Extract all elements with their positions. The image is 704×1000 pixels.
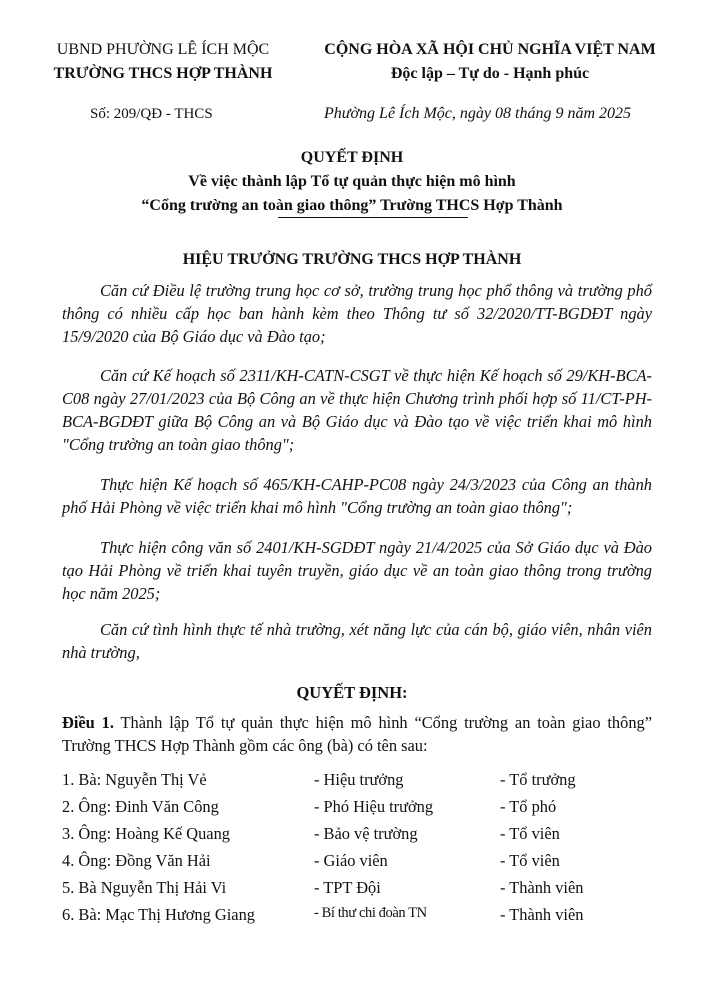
issuing-organization: [28, 38, 298, 86]
member-name: 3. Ông: Hoàng Kế Quang: [62, 824, 230, 843]
member-name: 6. Bà: Mạc Thị Hương Giang: [62, 905, 255, 924]
title-underline: [278, 217, 468, 218]
member-name: 2. Ông: Đinh Văn Công: [62, 797, 219, 816]
nation-line-2: Độc lập – Tự do - Hạnh phúc: [390, 65, 590, 82]
preamble-paragraph: Thực hiện công văn số 2401/KH-SGDĐT ngày 21/4/2025 của Sở Giáo dục và Đào tạo Hải Phòng về triển khai tuyên truyền, giáo dục về an toàn giao thông trong trường học năm 2025;: [62, 538, 652, 603]
member-position: - Bảo vệ trường: [314, 824, 418, 843]
title-sub-1: Về việc thành lập Tổ tự quản thực hiện mô hình: [188, 173, 516, 190]
member-position: - Hiệu trưởng: [314, 770, 404, 789]
member-role: - Tổ viên: [500, 824, 560, 843]
national-motto: [290, 38, 690, 86]
member-row: [62, 878, 652, 905]
member-row: [62, 905, 652, 932]
member-name: 1. Bà: Nguyễn Thị Vẻ: [62, 770, 207, 789]
preamble-paragraph: Căn cứ Kế hoạch số 2311/KH-CATN-CSGT về thực hiện Kế hoạch số 29/KH-BCA-C08 ngày 27/01/2023 của Bộ Công an về thực hiện Chương trình phối hợp số 11/CT-PH-BCA-BGDĐT giữa Bộ Công an và Bộ Giáo dục và Đào tạo về việc triển khai mô hình "Cổng trường an toàn giao thông";: [62, 366, 652, 454]
preamble-paragraph: Thực hiện Kế hoạch số 465/KH-CAHP-PC08 ngày 24/3/2023 của Công an thành phố Hải Phòng về việc triển khai mô hình "Cổng trường an toàn giao thông";: [62, 475, 652, 517]
member-row: [62, 770, 652, 797]
decision-title: [0, 146, 704, 218]
member-role: - Thành viên: [500, 878, 584, 897]
article-1: [62, 711, 652, 757]
preamble-paragraph: Căn cứ Điều lệ trường trung học cơ sở, trường trung học phổ thông và trường phổ thông có nhiều cấp học ban hành kèm theo Thông tư số 32/2020/TT-BGDĐT ngày 15/9/2020 của Bộ Giáo dục và Đào tạo;: [62, 281, 652, 346]
org-line-2: TRƯỜNG THCS HỢP THÀNH: [53, 65, 273, 82]
member-row: [62, 797, 652, 824]
member-role: - Tổ viên: [500, 851, 560, 870]
member-position: - Phó Hiệu trưởng: [314, 797, 434, 816]
member-position: - Bí thư chi đoàn TN: [314, 905, 427, 921]
decision-heading: QUYẾT ĐỊNH:: [296, 683, 408, 702]
article-1-label: Điều 1.: [62, 713, 114, 732]
title-sub-2: “Cổng trường an toàn giao thông” Trường THCS Hợp Thành: [141, 197, 563, 214]
title-main: QUYẾT ĐỊNH: [300, 149, 404, 166]
member-role: - Tổ trưởng: [500, 770, 576, 789]
member-row: [62, 824, 652, 851]
member-role: - Tổ phó: [500, 797, 557, 816]
authority-heading: HIỆU TRƯỞNG TRƯỜNG THCS HỢP THÀNH: [182, 251, 522, 268]
place-date: Phường Lê Ích Mộc, ngày 08 tháng 9 năm 2025: [324, 105, 631, 122]
preamble-paragraph: Căn cứ tình hình thực tế nhà trường, xét năng lực của cán bộ, giáo viên, nhân viên nhà trường,: [62, 620, 652, 662]
member-list: [62, 770, 652, 932]
org-line-1: UBND PHƯỜNG LÊ ÍCH MỘC: [56, 41, 270, 58]
member-name: 4. Ông: Đồng Văn Hải: [62, 851, 211, 870]
member-name: 5. Bà Nguyễn Thị Hải Vi: [62, 878, 227, 897]
member-row: [62, 851, 652, 878]
member-role: - Thành viên: [500, 905, 584, 924]
document-number: Số: 209/QĐ - THCS: [90, 106, 213, 122]
member-position: - Giáo viên: [314, 851, 388, 870]
member-position: - TPT Đội: [314, 878, 381, 897]
article-1-text: Thành lập Tổ tự quản thực hiện mô hình “Cổng trường an toàn giao thông” Trường THCS Hợp Thành gồm các ông (bà) có tên sau:: [62, 713, 652, 755]
nation-line-1: CỘNG HÒA XÃ HỘI CHỦ NGHĨA VIỆT NAM: [324, 41, 656, 58]
